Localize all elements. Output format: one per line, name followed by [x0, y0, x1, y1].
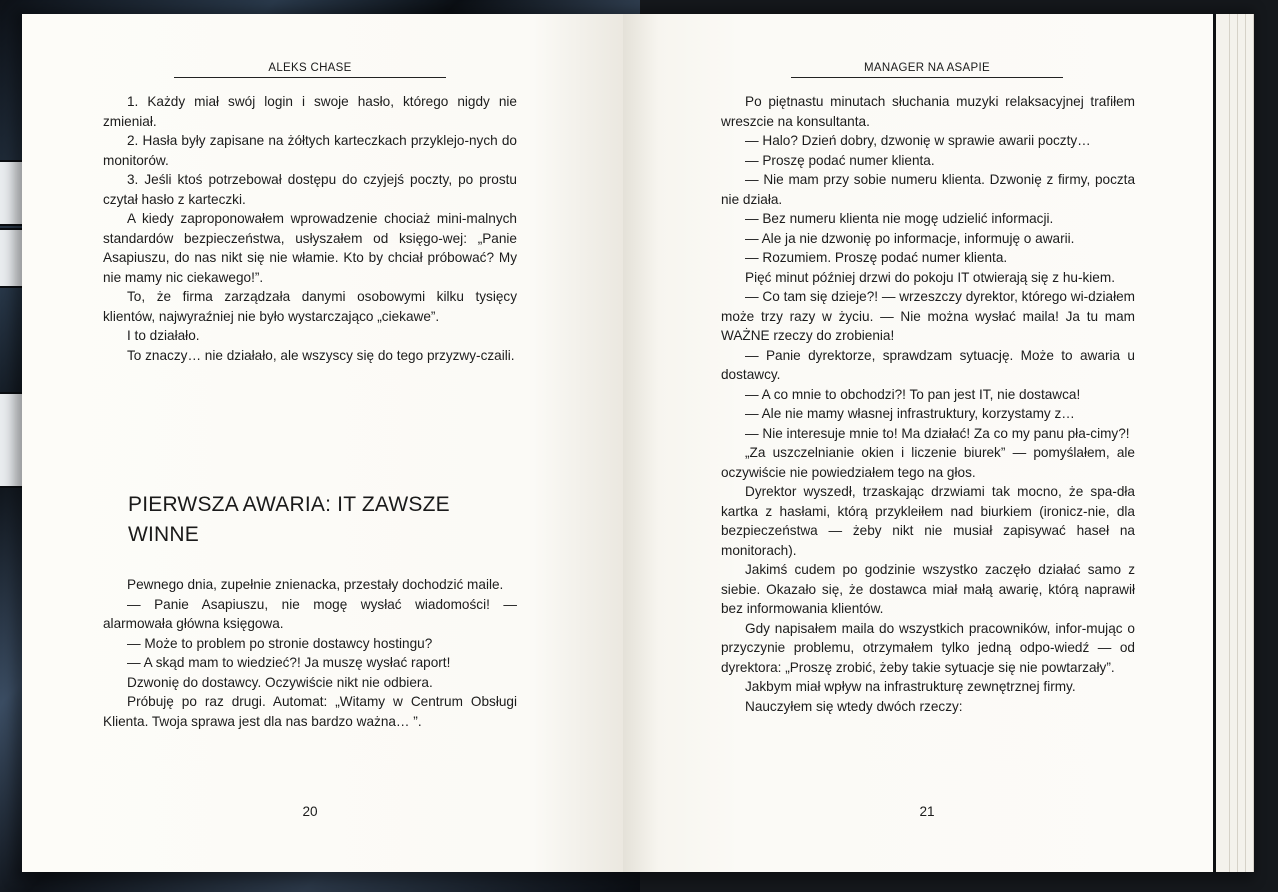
paragraph: — Nie interesuje mnie to! Ma działać! Za co my panu pła-cimy?! — [745, 425, 1130, 441]
paragraph: To znaczy… nie działało, ale wszyscy się do tego przyzwy-czaili. — [127, 347, 515, 363]
right-page — [623, 14, 1213, 872]
paragraph: Pięć minut później drzwi do pokoju IT otwierają się z hu-kiem. — [745, 269, 1115, 285]
chapter-title: PIERWSZA AWARIA: IT ZAWSZE WINNE — [128, 493, 450, 546]
paragraph: Próbuję po raz drugi. Automat: „Witamy w Centrum Obsługi Klienta. Twoja sprawa jest dla nas bardzo ważna… ”. — [103, 694, 517, 729]
paragraph: — Ale nie mamy własnej infrastruktury, korzystamy z… — [745, 406, 1075, 421]
paragraph: 1. Każdy miał swój login i swoje hasło, którego nigdy nie zmieniał. — [103, 94, 517, 129]
paragraph: Jakbym miał wpływ na infrastrukturę zewnętrznej firmy. — [745, 679, 1076, 694]
paragraph: Po piętnastu minutach słuchania muzyki relaksacyjnej trafiłem wreszcie na konsultanta. — [721, 94, 1135, 129]
paragraph: Nauczyłem się wtedy dwóch rzeczy: — [745, 698, 963, 714]
paragraph: — Ale ja nie dzwonię po informacje, informuję o awarii. — [745, 230, 1075, 246]
paragraph: Pewnego dnia, zupełnie znienacka, przestały dochodzić maile. — [127, 577, 504, 592]
page-edge — [1216, 14, 1230, 872]
paragraph: A kiedy zaproponowałem wprowadzenie chociaż mini-malnych standardów bezpieczeństwa, usłyszałem od księgo-wej: „Panie Asapiuszu, do nas nikt się nie włamie. Kto by chciał próbować? My nie mamy nic ciekawego!”. — [103, 211, 517, 285]
left-page — [22, 14, 623, 872]
paragraph: — A skąd mam to wiedzieć?! Ja muszę wysłać raport! — [127, 655, 451, 670]
page-number: 21 — [919, 804, 935, 819]
paragraph: — Co tam się dzieje?! — wrzeszczy dyrektor, którego wi-działem może trzy razy w życiu. — Nie można wysłać maila! Ja tu mam WAŻNE rzeczy do zrobienia! — [721, 289, 1135, 343]
paragraph: — A co mnie to obchodzi?! To pan jest IT, nie dostawca! — [745, 386, 1081, 402]
paragraph: — Bez numeru klienta nie mogę udzielić informacji. — [745, 211, 1054, 226]
paragraph: Dzwonię do dostawcy. Oczywiście nikt nie odbiera. — [127, 674, 433, 690]
paragraph: Dyrektor wyszedł, trzaskając drzwiami tak mocno, że spa-dła kartka z hasłami, którą przykleiłem nad biurkiem (ironicz-nie, dla bezpieczeństwa — żeby nikt nie musiał zapisywać haseł na monitorach). — [721, 484, 1135, 558]
paragraph: — Może to problem po stronie dostawcy hostingu? — [127, 635, 433, 651]
paragraph: — Halo? Dzień dobry, dzwonię w sprawie awarii poczty… — [745, 133, 1091, 148]
running-head-title: MANAGER NA ASAPIE — [791, 62, 1063, 78]
paragraph: — Proszę podać numer klienta. — [745, 152, 935, 168]
paragraph: Gdy napisałem maila do wszystkich pracowników, infor-mując o przyczynie problemu, otrzymałem tylko jedną odpo-wiedź — od dyrektora: „Proszę zrobić, żeby takie sytuacje się nie powtarzały”. — [721, 620, 1135, 675]
paragraph: I to działało. — [127, 328, 200, 343]
paragraph: 2. Hasła były zapisane na żółtych karteczkach przyklejo-nych do monitorów. — [103, 133, 517, 168]
paragraph: To, że firma zarządzała danymi osobowymi kilku tysięcy klientów, najwyraźniej nie było wystarczająco „ciekawe”. — [103, 289, 517, 324]
left-bottom-text — [103, 575, 517, 731]
paragraph: — Panie dyrektorze, sprawdzam sytuację. Może to awaria u dostawcy. — [721, 347, 1135, 382]
paragraph: — Rozumiem. Proszę podać numer klienta. — [745, 250, 1008, 265]
left-top-text — [103, 92, 517, 365]
paragraph: 3. Jeśli ktoś potrzebował dostępu do czyjejś poczty, po prostu czytał hasło z karteczki. — [103, 172, 517, 207]
paragraph: — Panie Asapiuszu, nie mogę wysłać wiadomości! — alarmowała główna księgowa. — [103, 596, 517, 631]
running-head-author: ALEKS CHASE — [174, 62, 446, 78]
page-number: 20 — [302, 804, 318, 819]
paragraph: „Za uszczelnianie okien i liczenie biurek” — pomyślałem, ale oczywiście nie powiedziałem tego na głos. — [721, 445, 1135, 480]
paragraph: — Nie mam przy sobie numeru klienta. Dzwonię z firmy, poczta nie działa. — [721, 172, 1135, 207]
right-text — [721, 92, 1135, 716]
paragraph: Jakimś cudem po godzinie wszystko zaczęło działać samo z siebie. Okazało się, że dostawca miał małą awarię, którą naprawił bez informowania klientów. — [721, 562, 1135, 616]
